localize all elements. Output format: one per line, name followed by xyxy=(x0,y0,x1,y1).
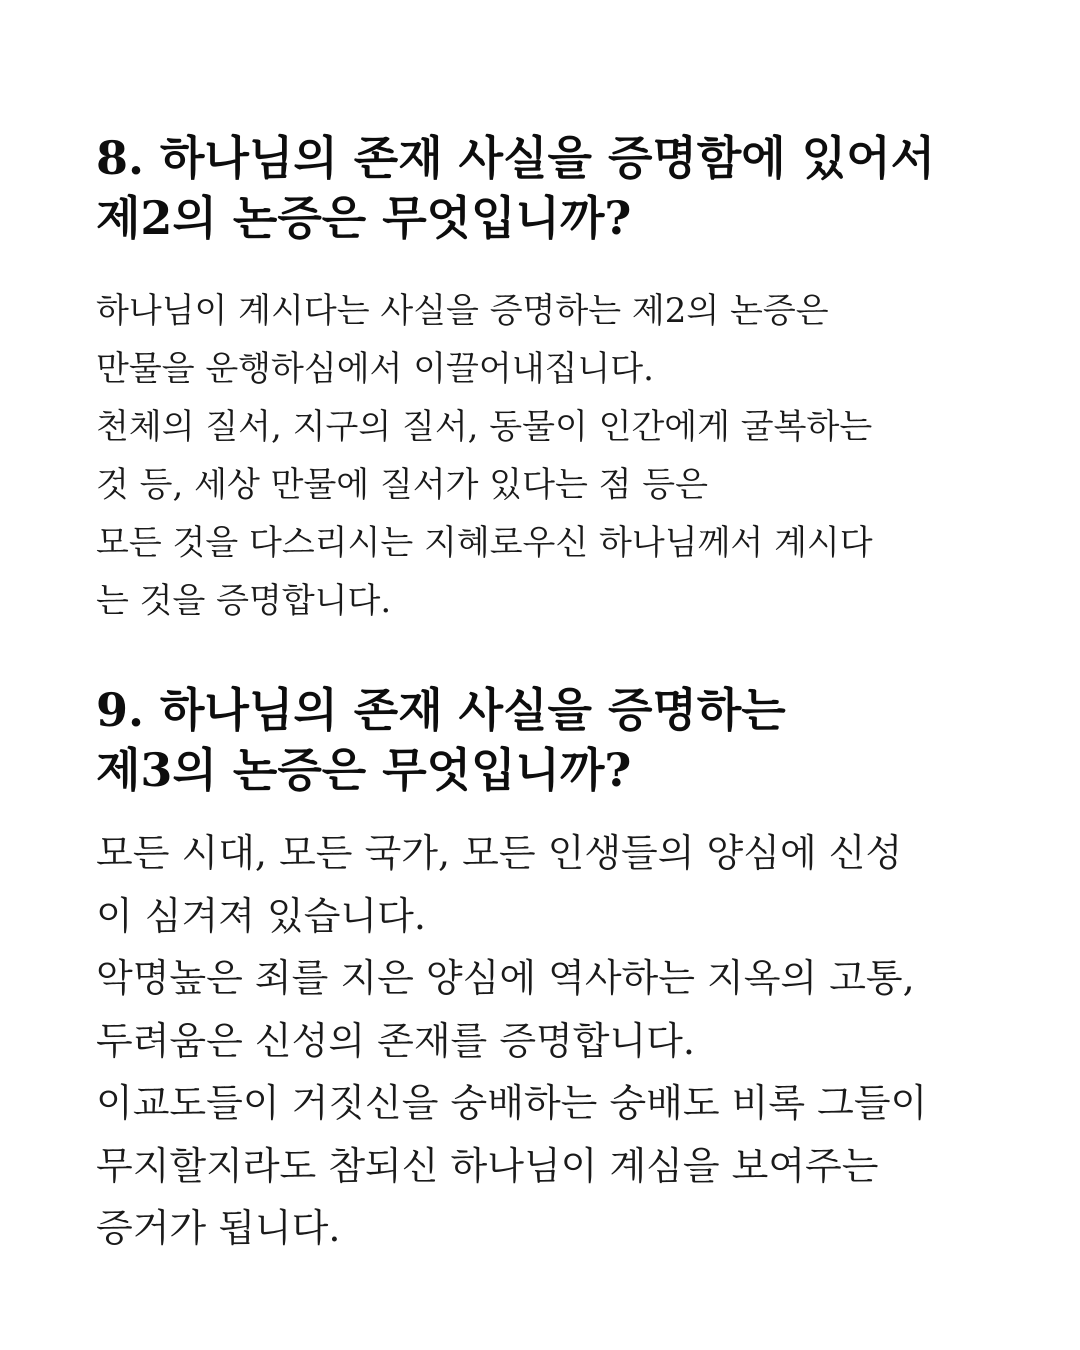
answer-9-line-4: 두려움은 신성의 존재를 증명합니다. xyxy=(96,1018,695,1063)
question-9-title xyxy=(96,680,786,800)
answer-9-line-2: 이 심겨져 있습니다. xyxy=(96,893,426,938)
answer-9-line-1: 모든 시대, 모든 국가, 모든 인생들의 양심에 신성 xyxy=(96,831,903,875)
answer-8-line-2: 만물을 운행하심에서 이끌어내집니다. xyxy=(96,349,654,389)
question-9-title-line-2: 제3의 논증은 무엇입니까? xyxy=(96,743,632,797)
answer-8-line-6: 는 것을 증명합니다. xyxy=(96,581,392,621)
question-9-title-line-1: 9. 하나님의 존재 사실을 증명하는 xyxy=(96,683,786,737)
question-9-answer xyxy=(96,822,927,1260)
answer-8-line-4: 것 등, 세상 만물에 질서가 있다는 점 등은 xyxy=(96,465,708,505)
question-8-title-line-2: 제2의 논증은 무엇입니까? xyxy=(96,191,632,245)
answer-9-line-6: 무지할지라도 참되신 하나님이 계심을 보여주는 xyxy=(96,1143,879,1188)
answer-8-line-1: 하나님이 계시다는 사실을 증명하는 제2의 논증은 xyxy=(96,291,829,331)
question-8-answer xyxy=(96,282,873,630)
answer-9-line-7: 증거가 됩니다. xyxy=(96,1206,341,1250)
answer-8-line-5: 모든 것을 다스리시는 지혜로우신 하나님께서 계시다 xyxy=(96,523,873,563)
question-8-title-line-1: 8. 하나님의 존재 사실을 증명함에 있어서 xyxy=(96,131,936,185)
answer-8-line-3: 천체의 질서, 지구의 질서, 동물이 인간에게 굴복하는 xyxy=(96,407,873,447)
question-8-title xyxy=(96,128,935,248)
answer-9-line-5: 이교도들이 거짓신을 숭배하는 숭배도 비록 그들이 xyxy=(96,1081,928,1125)
answer-9-line-3: 악명높은 죄를 지은 양심에 역사하는 지옥의 고통, xyxy=(96,956,915,1000)
